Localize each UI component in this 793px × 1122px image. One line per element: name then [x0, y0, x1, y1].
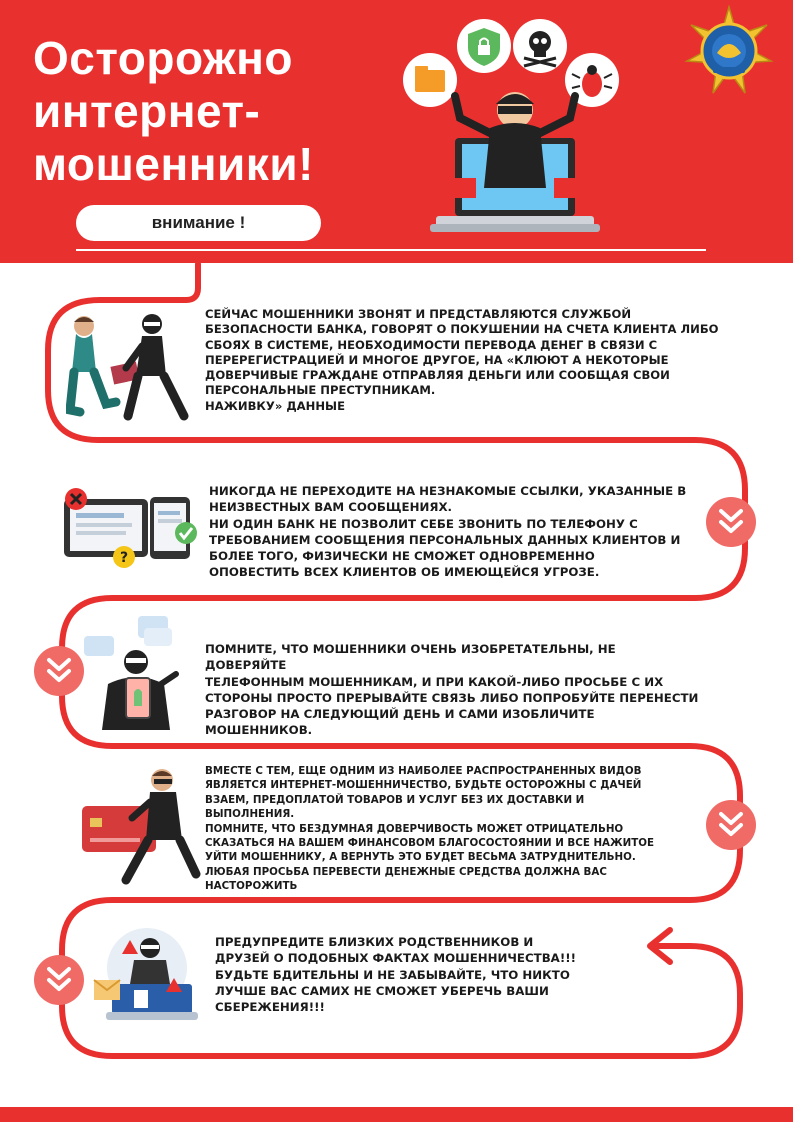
section-text-4: ВМЕСТЕ С ТЕМ, ЕЩЕ ОДНИМ ИЗ НАИБОЛЕЕ РАСПРОСТРАНЕННЫХ ВИДОВ ЯВЛЯЕТСЯ ИНТЕРНЕТ-МОШЕННИЧЕСТВО, БУДЬТЕ ОСТОРОЖНЫ С ДАЧЕЙ ВЗАЕМ, ПРЕДОПЛАТОЙ ТОВАРОВ И УСЛУГ БЕЗ ИХ ДОСТАВКИ И ВЫПОЛНЕНИЯ. ПОМНИТЕ, ЧТО БЕЗДУМНАЯ ДОВЕРЧИВОСТЬ МОЖЕТ ОТРИЦАТЕЛЬНО СКАЗАТЬСЯ НА ВАШЕМ ФИНАНСОВОМ БЛАГОСОСТОЯНИИ И ВСЕ НАЖИТОЕ УЙТИ МОШЕННИКУ, А ВЕРНУТЬ ЭТО БУДЕТ ВЕСЬМА ЗАТРУДНИТЕЛЬНО. ЛЮБАЯ ПРОСЬБА ПЕРЕВЕСТИ ДЕНЕЖНЫЕ СРЕДСТВА ДОЛЖНА ВАС НАСТОРОЖИТЬ: [205, 765, 655, 893]
footer-bar: [0, 1107, 793, 1122]
double-chevron-down-icon: [34, 646, 84, 696]
double-chevron-down-icon: [706, 800, 756, 850]
section-text-3: ПОМНИТЕ, ЧТО МОШЕННИКИ ОЧЕНЬ ИЗОБРЕТАТЕЛЬНЫ, НЕ ДОВЕРЯЙТЕ ТЕЛЕФОННЫМ МОШЕННИКАМ, И ПРИ КАКОЙ-ЛИБО ПРОСЬБЕ С ИХ СТОРОНЫ ПРОСТО ПРЕРЫВАЙТЕ СВЯЗЬ ЛИБО ПОПРОБУЙТЕ ПЕРЕНЕСТИ РАЗГОВОР НА СЛЕДУЮЩИЙ ДЕНЬ И САМИ ИЗОБЛИЧИТЕ МОШЕННИКОВ.: [205, 642, 699, 738]
title-line-1: Осторожно: [33, 32, 293, 84]
phone-fraudster-illustration: [80, 614, 190, 738]
section-text-2: НИКОГДА НЕ ПЕРЕХОДИТЕ НА НЕЗНАКОМЫЕ ССЫЛКИ, УКАЗАННЫЕ В НЕИЗВЕСТНЫХ ВАМ СООБЩЕНИЯХ. НИ ОДИН БАНК НЕ ПОЗВОЛИТ СЕБЕ ЗВОНИТЬ ПО ТЕЛЕФОНУ С ТРЕБОВАНИЕМ СООБЩЕНИЯ ПЕРСОНАЛЬНЫХ ДАННЫХ КЛИЕНТОВ И БОЛЕЕ ТОГО, ФИЗИЧЕСКИ НЕ СМОЖЕТ ОДНОВРЕМЕННО ОПОВЕСТИТЬ ВСЕХ КЛИЕНТОВ ОБ ИМЕЮЩЕЙСЯ УГРОЗЕ.: [209, 484, 687, 580]
laptop-phishing-illustration: [90, 928, 204, 1028]
section-text-5: ПРЕДУПРЕДИТЕ БЛИЗКИХ РОДСТВЕННИКОВ И ДРУЗЕЙ О ПОДОБНЫХ ФАКТАХ МОШЕННИЧЕСТВА!!! БУДЬТЕ БДИТЕЛЬНЫ И НЕ ЗАБЫВАЙТЕ, ЧТО НИКТО ЛУЧШЕ ВАС САМИХ НЕ СМОЖЕТ УБЕРЕЧЬ ВАШИ СБЕРЕЖЕНИЯ!!!: [215, 935, 576, 1015]
title-line-3: мошенники!: [33, 138, 314, 190]
thief-stealing-card-illustration: [66, 312, 194, 428]
svg-text:?: ?: [120, 550, 129, 566]
section-text-1: СЕЙЧАС МОШЕННИКИ ЗВОНЯТ И ПРЕДСТАВЛЯЮТСЯ СЛУЖБОЙ БЕЗОПАСНОСТИ БАНКА, ГОВОРЯТ О ПОКУШЕНИИ НА СЧЕТА КЛИЕНТА ЛИБО СБОЯХ В СИСТЕМЕ, НЕОБХОДИМОСТИ ПЕРЕВОДА ДЕНЕГ В СВЯЗИ С ПЕРЕРЕГИСТРАЦИЕЙ И МНОГОЕ ДРУГОЕ, НА «КЛЮЮТ А НЕКОТОРЫЕ ДОВЕРЧИВЫЕ ГРАЖДАНЕ ОТПРАВЛЯЯ ДЕНЬГИ ИЛИ СООБЩАЯ СВОИ ПЕРСОНАЛЬНЫЕ ПРЕСТУПНИКАМ. НАЖИВКУ» ДАННЫЕ: [205, 307, 719, 413]
title-line-2: интернет-: [33, 85, 261, 137]
tablet-phone-messages-illustration: [62, 487, 202, 575]
attention-badge: внимание !: [76, 205, 321, 241]
thief-with-credit-card-illustration: [80, 766, 204, 886]
double-chevron-down-icon: [34, 955, 84, 1005]
double-chevron-down-icon: [706, 497, 756, 547]
